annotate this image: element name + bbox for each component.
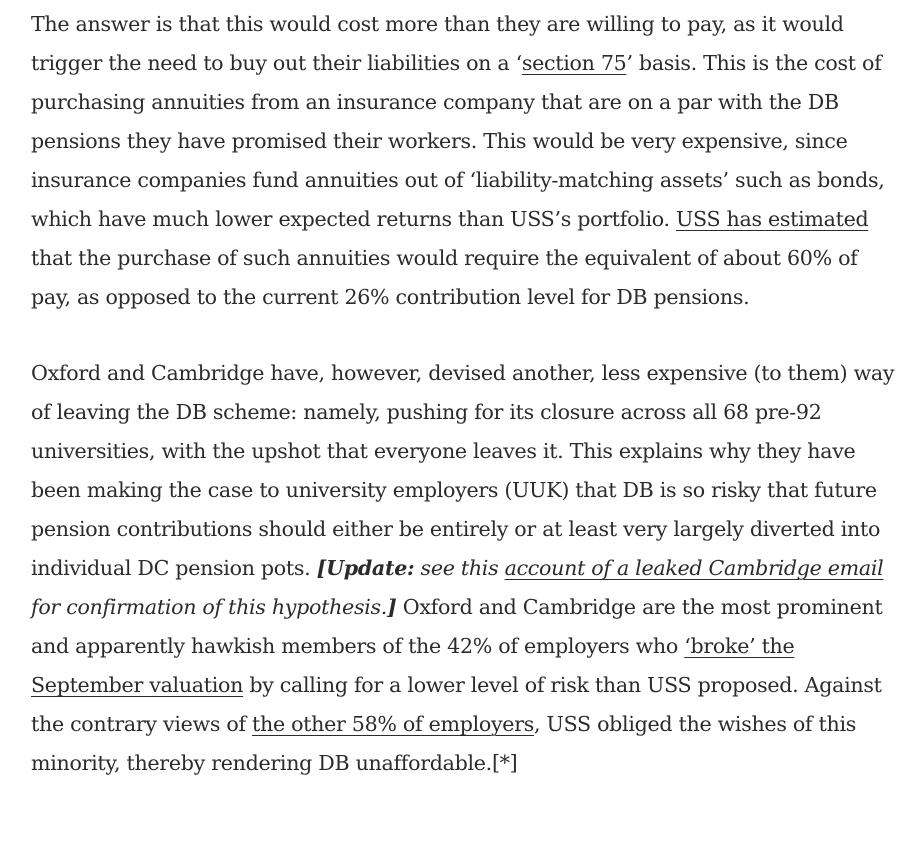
article-body [31, 5, 899, 783]
update-text: for confirmation of this hypothesis. [31, 595, 388, 619]
leaked-email-link[interactable]: account of a leaked Cambridge email [504, 556, 884, 580]
text-segment: , USS obliged the wishes of this minority, thereby rendering DB unaffordable. [31, 712, 856, 775]
text-segment: by calling for a lower level of risk than USS proposed. Against the contrary views of [31, 673, 882, 736]
update-bracket-open: [ [316, 556, 327, 580]
uss-estimated-link[interactable]: USS has estimated [675, 207, 869, 231]
update-label: Update: [326, 556, 415, 580]
paragraph-oxford-cambridge [31, 354, 899, 783]
section-75-link[interactable]: section 75 [521, 51, 627, 75]
text-segment: ’ basis. This is the cost of purchasing annuities from an insurance company that are on a par with the DB pensions they have promised their workers. This would be very expensive, since insurance companies fund annuities out of ‘liability-matching assets’ such as bonds, which have much lower expected returns than USS’s portfolio. [31, 51, 885, 231]
text-segment: The answer is that this would cost more than they are willing to pay, as it would trigger the need to buy out their liabilities on a ‘ [31, 12, 844, 75]
update-text: see this [414, 556, 505, 580]
text-segment: Oxford and Cambridge have, however, devised another, less expensive (to them) way of leaving the DB scheme: namely, pushing for its closure across all 68 pre-92 universities, with the upshot that everyone leaves it. This explains why they have been making the case to university employers (UUK) that DB is so risky that future pension contributions should either be entirely or at least very largely diverted into individual DC pension pots. [31, 361, 895, 580]
update-bracket-close: ] [387, 595, 397, 619]
text-segment: Oxford and Cambridge are the most prominent and apparently hawkish members of the 42% of employers who [31, 595, 883, 658]
other-employers-link[interactable]: the other 58% of employers [252, 712, 535, 736]
broke-valuation-link[interactable]: ‘broke’ the September valuation [31, 634, 795, 697]
text-segment: that the purchase of such annuities would require the equivalent of about 60% of pay, as opposed to the current 26% contribution level for DB pensions. [31, 246, 858, 309]
footnote-marker[interactable]: [*] [491, 751, 518, 775]
paragraph-section-75 [31, 5, 899, 317]
